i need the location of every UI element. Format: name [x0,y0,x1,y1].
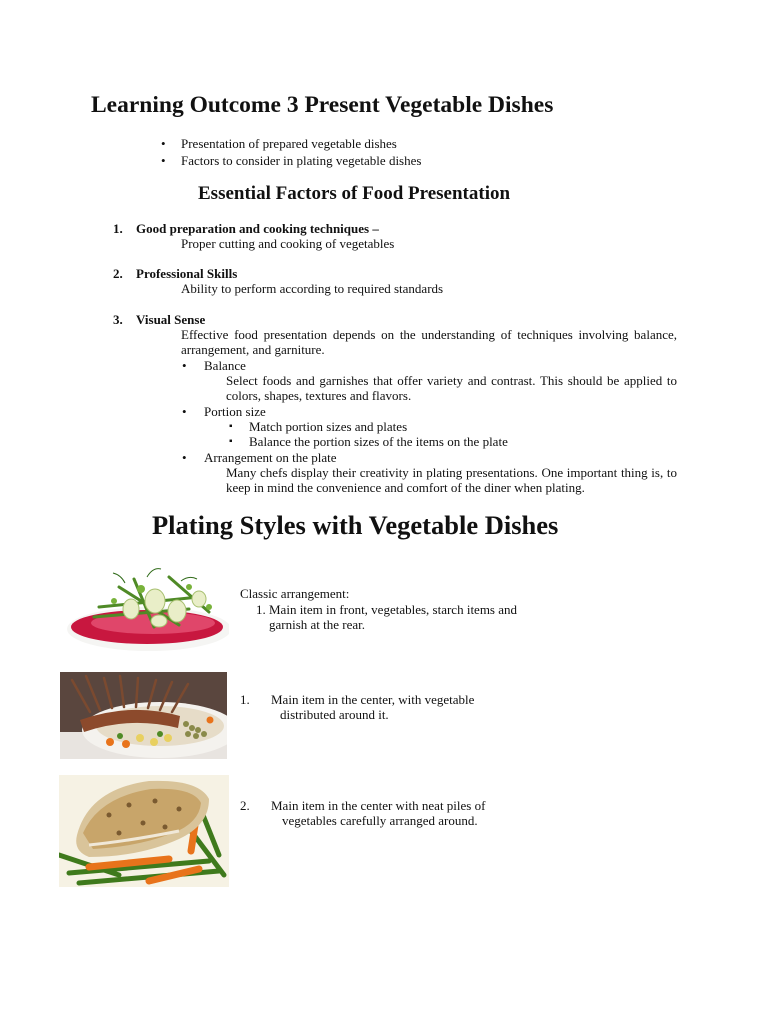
list-item [182,358,246,373]
food-photo-piles [59,775,229,887]
lamb-plate-image [60,672,227,759]
list-item [161,153,422,169]
factor-item [113,266,693,296]
portion-point: Match portion sizes and plates [249,419,408,434]
section-heading: Essential Factors of Food Presentation [198,183,511,204]
list-item [182,450,337,465]
page-title: Learning Outcome 3 Present Vegetable Dishes [91,92,554,118]
bullet-icon: • [182,404,187,419]
style-line: 1. Main item in front, vegetables, starch items and [256,602,518,617]
portion-label: Portion size [204,404,266,419]
portion-point: Balance the portion sizes of the items on the plate [249,434,508,449]
bullet-icon: • [182,358,187,373]
style-line: Main item in the center with neat piles of [271,798,486,813]
factor-number: 2. [113,266,123,281]
bullet-text: Presentation of prepared vegetable dishes [181,136,397,151]
factor-title: Visual Sense [136,312,206,327]
style-number: 1. [240,692,250,707]
factor-description: Effective food presentation depends on the understanding of techniques involving balance, arrangement, and garniture. [181,327,677,357]
balance-text: Select foods and garnishes that offer variety and contrast. This should be applied to colors, shapes, textures and flavors. [226,373,677,403]
list-item [161,136,397,152]
factor-number: 1. [113,221,123,236]
factor-title: Professional Skills [136,266,238,281]
style-line: vegetables carefully arranged around. [282,813,478,828]
arrangement-label: Arrangement on the plate [204,450,337,465]
factor-description: Ability to perform according to required standards [181,281,444,296]
style-line: distributed around it. [280,707,389,722]
list-item [229,419,408,434]
salad-plate-image [59,557,229,656]
square-bullet-icon: ▪ [229,421,233,432]
list-item [229,434,508,449]
list-item [182,404,266,419]
factor-number: 3. [113,312,123,327]
food-photo-center [60,672,227,759]
style-line: garnish at the rear. [269,617,366,632]
balance-label: Balance [204,358,246,373]
style-number: 2. [240,798,250,813]
bullet-icon: • [161,153,166,168]
food-photo-classic [59,557,229,656]
square-bullet-icon: ▪ [229,436,233,447]
arrangement-text: Many chefs display their creativity in plating presentations. One important thing is, to keep in mind the convenience and comfort of the diner when plating. [226,465,677,495]
factor-item [113,312,693,357]
bullet-icon: • [182,450,187,465]
bullet-text: Factors to consider in plating vegetable dishes [181,153,422,168]
style-line: Main item in the center, with vegetable [271,692,475,707]
factor-item [113,221,693,251]
factor-description: Proper cutting and cooking of vegetables [181,236,395,251]
plating-heading: Plating Styles with Vegetable Dishes [152,510,559,540]
fish-plate-image [59,775,229,887]
factor-title: Good preparation and cooking techniques – [136,221,379,236]
style-label: Classic arrangement: [240,586,350,601]
bullet-icon: • [161,136,166,151]
